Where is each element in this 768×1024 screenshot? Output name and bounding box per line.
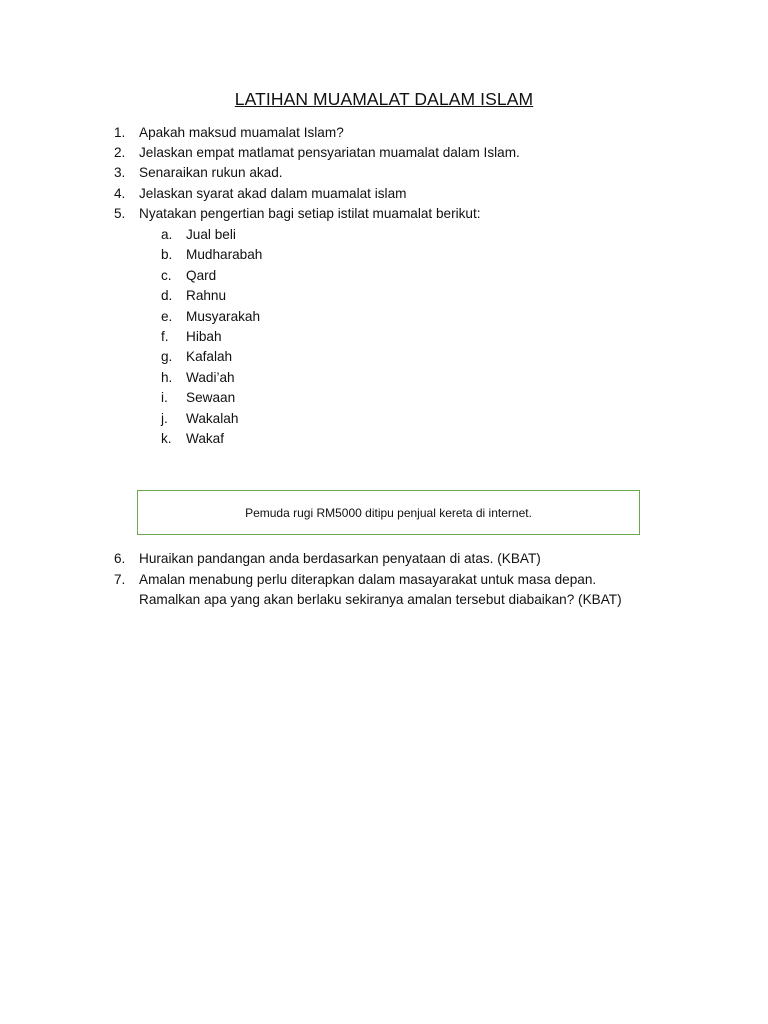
- question-4: [114, 184, 406, 204]
- question-number: 3.: [114, 165, 126, 180]
- item-letter: b.: [161, 247, 173, 262]
- question-text: Huraikan pandangan anda berdasarkan penyataan di atas. (KBAT): [139, 551, 541, 566]
- list-item: [161, 327, 222, 347]
- item-text: Wadi’ah: [186, 370, 235, 385]
- statement-text: Pemuda rugi RM5000 ditipu penjual kereta di internet.: [245, 505, 532, 520]
- list-item: [161, 368, 235, 388]
- list-item: [161, 347, 232, 367]
- item-text: Sewaan: [186, 390, 236, 405]
- item-text: Rahnu: [186, 288, 227, 303]
- item-text: Wakaf: [186, 431, 225, 446]
- question-number: 7.: [114, 572, 126, 587]
- question-number: 6.: [114, 551, 126, 566]
- statement-box: [137, 490, 640, 535]
- item-text: Kafalah: [186, 349, 233, 364]
- item-letter: e.: [161, 309, 173, 324]
- list-item: [161, 225, 236, 245]
- list-item: [161, 266, 216, 286]
- question-5: [114, 204, 481, 224]
- item-letter: h.: [161, 370, 173, 385]
- question-2: [114, 143, 520, 163]
- item-text: Musyarakah: [186, 309, 261, 324]
- item-text: Jual beli: [186, 227, 236, 242]
- question-number: 2.: [114, 145, 126, 160]
- list-item: [161, 409, 238, 429]
- item-letter: g.: [161, 349, 173, 364]
- question-text: Jelaskan syarat akad dalam muamalat islam: [139, 186, 407, 201]
- item-text: Wakalah: [186, 411, 239, 426]
- list-item: [161, 245, 262, 265]
- item-letter: j.: [161, 411, 168, 426]
- question-text: Apakah maksud muamalat Islam?: [139, 125, 344, 140]
- question-text-continued: Ramalkan apa yang akan berlaku sekiranya amalan tersebut diabaikan? (KBAT): [139, 592, 622, 607]
- question-1: [114, 123, 344, 143]
- item-letter: d.: [161, 288, 173, 303]
- item-text: Qard: [186, 268, 217, 283]
- question-number: 5.: [114, 206, 126, 221]
- item-letter: i.: [161, 390, 168, 405]
- question-text: Nyatakan pengertian bagi setiap istilat muamalat berikut:: [139, 206, 481, 221]
- list-item: [161, 286, 226, 306]
- list-item: [161, 429, 224, 449]
- item-letter: c.: [161, 268, 172, 283]
- item-letter: f.: [161, 329, 169, 344]
- question-text: Jelaskan empat matlamat pensyariatan muamalat dalam Islam.: [139, 145, 520, 160]
- item-letter: a.: [161, 227, 173, 242]
- list-item: [161, 388, 235, 408]
- question-6: [114, 549, 541, 569]
- item-text: Mudharabah: [186, 247, 263, 262]
- list-item: [161, 307, 260, 327]
- question-text: Amalan menabung perlu diterapkan dalam masayarakat untuk masa depan.: [139, 572, 597, 587]
- question-number: 1.: [114, 125, 126, 140]
- item-text: Hibah: [186, 329, 222, 344]
- question-text: Senaraikan rukun akad.: [139, 165, 283, 180]
- question-number: 4.: [114, 186, 126, 201]
- question-3: [114, 163, 283, 183]
- item-letter: k.: [161, 431, 172, 446]
- page-title: LATIHAN MUAMALAT DALAM ISLAM: [234, 89, 534, 109]
- question-7: [114, 570, 622, 610]
